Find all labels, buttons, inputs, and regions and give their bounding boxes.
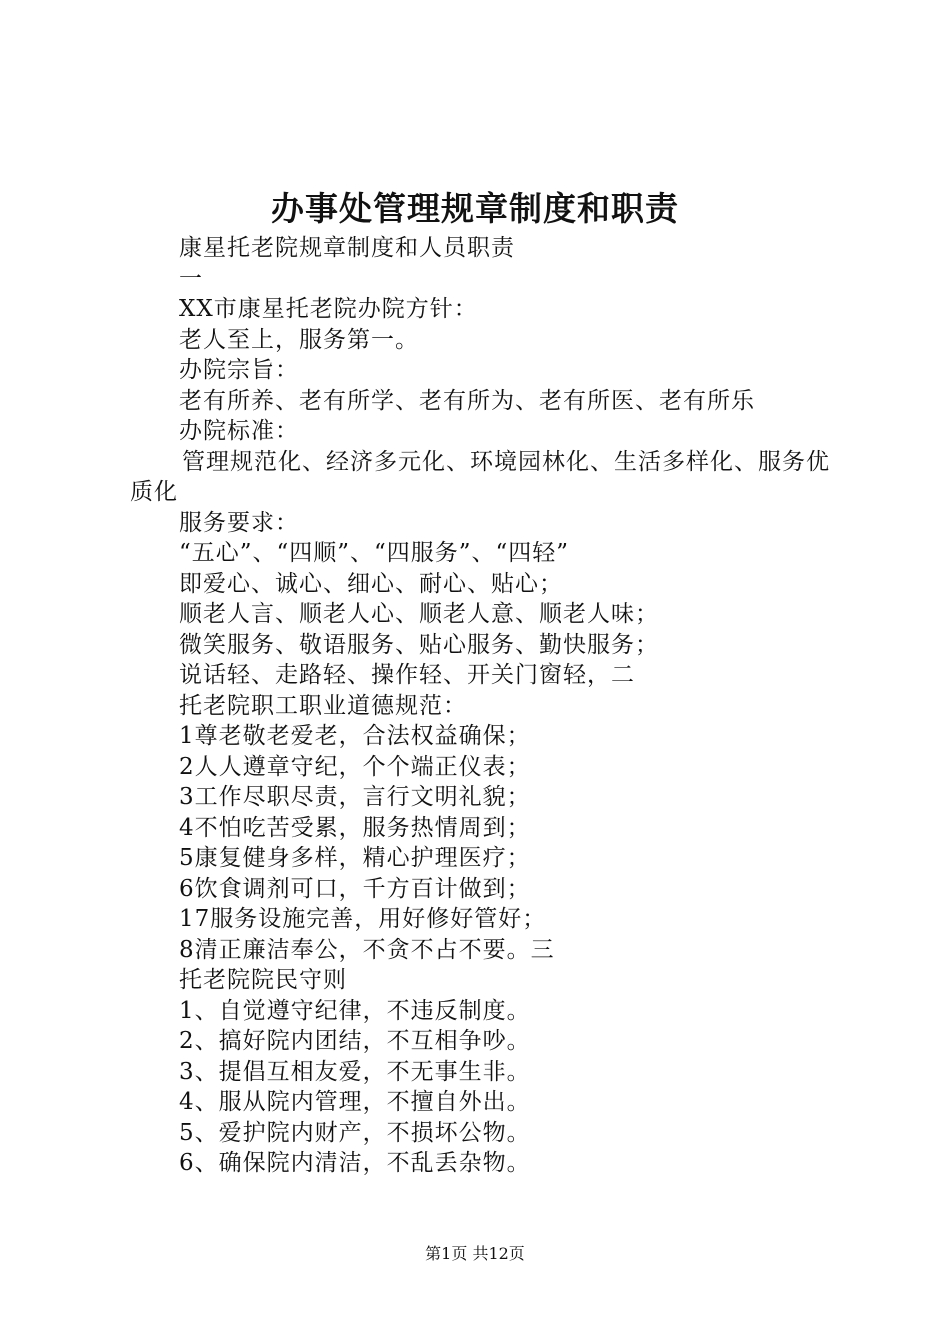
text-line: 说话轻、走路轻、操作轻、开关门窗轻，二: [179, 662, 635, 688]
text-line: 老人至上，服务第一。: [179, 326, 419, 353]
text-line: 办院宗旨：: [179, 357, 299, 383]
text-line: 办院标准：: [179, 418, 299, 444]
page-number-footer: 第1页 共12页: [425, 1244, 525, 1263]
text-line: 一: [179, 265, 203, 292]
text-line: 4、服从院内管理，不擅自外出。: [179, 1089, 531, 1115]
text-line: 4不怕吃苦受累，服务热情周到；: [179, 814, 531, 841]
text-line: 6饮食调剂可口，千方百计做到；: [179, 875, 531, 902]
text-line: “五心”、“四顺”、“四服务”、“四轻”: [179, 540, 570, 566]
text-line: XX市康星托老院办院方针：: [179, 296, 478, 322]
text-line: 1、自觉遵守纪律，不违反制度。: [179, 997, 531, 1024]
text-line: 5康复健身多样，精心护理医疗；: [179, 845, 531, 871]
text-line: 5、爱护院内财产，不损坏公物。: [179, 1119, 531, 1146]
text-line: 2人人遵章守纪，个个端正仪表；: [179, 753, 531, 780]
text-line: 17服务设施完善，用好修好管好；: [179, 906, 547, 932]
text-line: 2、搞好院内团结，不互相争吵。: [179, 1028, 531, 1054]
text-line: 3工作尽职尽责，言行文明礼貌；: [179, 784, 531, 810]
text-line: 管理规范化、经济多元化、环境园林化、生活多样化、服务优质化: [130, 448, 830, 505]
text-line: 3、提倡互相友爱，不无事生非。: [179, 1058, 531, 1085]
text-line: 托老院职工职业道德规范：: [179, 692, 467, 719]
text-line: 康星托老院规章制度和人员职责: [179, 235, 515, 261]
text-line: 即爱心、诚心、细心、耐心、贴心；: [179, 570, 563, 597]
text-line: 老有所养、老有所学、老有所为、老有所医、老有所乐: [179, 387, 755, 414]
text-line: 顺老人言、顺老人心、顺老人意、顺老人味；: [179, 601, 659, 627]
text-line: 服务要求：: [179, 509, 299, 536]
page-title: 办事处管理规章制度和职责: [271, 189, 679, 228]
text-line: 6、确保院内清洁，不乱丢杂物。: [179, 1150, 531, 1176]
text-line: 微笑服务、敬语服务、贴心服务、勤快服务；: [179, 631, 659, 658]
text-line: 8清正廉洁奉公，不贪不占不要。三: [179, 936, 555, 963]
document-body: [130, 233, 840, 1179]
text-line: 1尊老敬老爱老，合法权益确保；: [179, 723, 531, 749]
text-line: 托老院院民守则: [179, 967, 347, 993]
